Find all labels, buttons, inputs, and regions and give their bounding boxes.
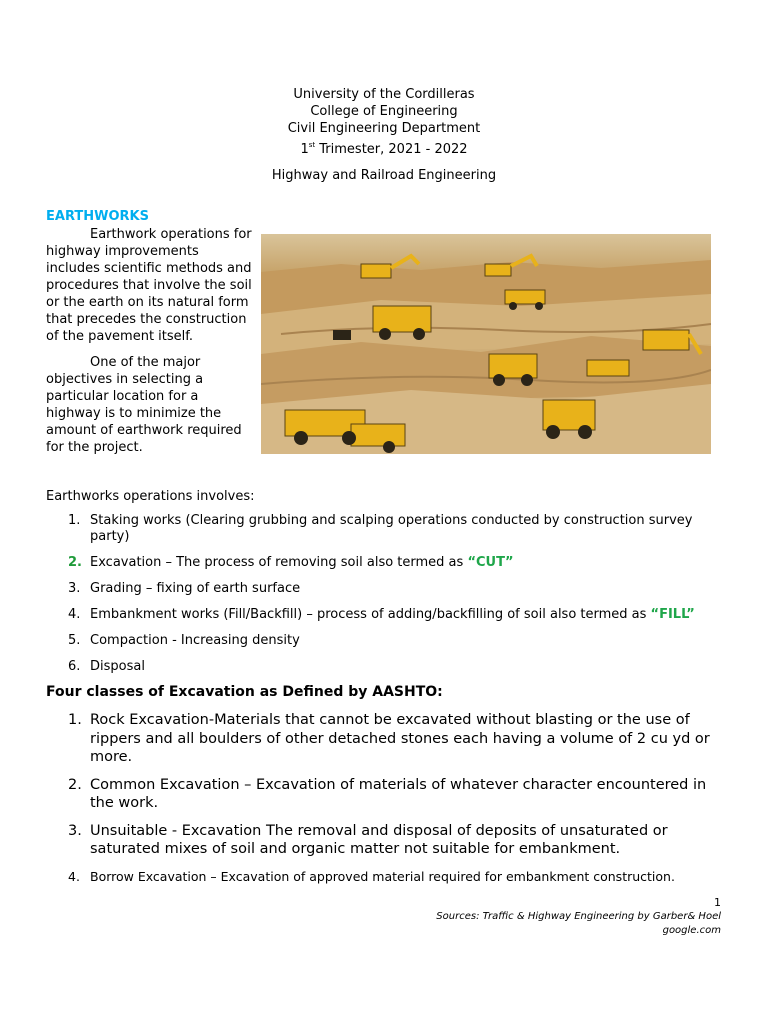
list-text: Common Excavation – Excavation of materials of whatever character encountered in the work. [90, 776, 707, 811]
section-title: EARTHWORKS [46, 209, 149, 224]
sources-line: Sources: Traffic & Highway Engineering by Garber& Hoel [436, 911, 721, 922]
list-item [46, 776, 726, 813]
list-item [46, 659, 726, 675]
document-header [0, 86, 768, 184]
list-text: Grading – fixing of earth surface [90, 581, 301, 596]
intro-paragraph: Earthwork operations for highway improvements includes scientific methods and procedures that involve the soil or the earth on its natural form that precedes the construction of the pavement itself. [46, 227, 252, 344]
list-text: Embankment works (Fill/Backfill) – process of adding/backfilling of soil also termed as [90, 607, 651, 622]
list-item [46, 869, 726, 885]
operations-list [46, 513, 726, 675]
list-text: Borrow Excavation – Excavation of approved material required for embankment construction. [90, 868, 675, 884]
cut-term: “CUT” [467, 555, 514, 570]
list-item [46, 711, 726, 767]
intro-paragraph: One of the major objectives in selecting a particular location for a highway is to minimize the amount of earthwork required for the project. [46, 355, 242, 455]
list-number: 6. [68, 659, 81, 674]
list-number: 2. [68, 776, 82, 793]
list-number: 4. [68, 607, 81, 622]
list-number: 3. [68, 581, 81, 596]
list-number: 1. [68, 513, 81, 528]
aashto-list [46, 711, 726, 885]
list-item [46, 822, 726, 859]
list-text: Disposal [90, 659, 145, 674]
earthworks-photo-illustration [261, 234, 711, 454]
course-title: Highway and Railroad Engineering [271, 168, 497, 183]
term-line: 1st Trimester, 2021 - 2022 [300, 141, 468, 157]
list-text: Rock Excavation-Materials that cannot be excavated without blasting or the use of rippers and all boulders of other detached stones each having a volume of 2 cu yd or more. [90, 712, 710, 765]
list-text: Compaction - Increasing density [90, 633, 300, 648]
list-item [46, 633, 726, 649]
department-name: Civil Engineering Department [287, 121, 481, 136]
earthworks-photo [261, 234, 711, 454]
intro-text [46, 226, 254, 465]
list-text: Unsuitable - Excavation The removal and disposal of deposits of unsaturated or saturated mixes of soil and organic matter not suitable for embankment. [90, 822, 668, 857]
list-text: Excavation – The process of removing soil also termed as [90, 555, 468, 570]
operations-lead: Earthworks operations involves: [46, 489, 255, 504]
college-name: College of Engineering [310, 104, 458, 119]
list-item [46, 581, 726, 597]
sources-link: google.com [662, 925, 721, 936]
list-number: 1. [68, 712, 82, 728]
university-name: University of the Cordilleras [293, 87, 475, 102]
list-number: 5. [68, 633, 81, 648]
list-item [46, 607, 726, 623]
page-number: 1 [714, 896, 721, 909]
list-number: 3. [68, 822, 82, 839]
list-item [46, 555, 726, 571]
fill-term: “FILL” [650, 607, 695, 622]
list-number: 2. [68, 555, 82, 570]
list-text: Staking works (Clearing grubbing and scalping operations conducted by construction survey party) [90, 513, 693, 544]
aashto-heading: Four classes of Excavation as Defined by AASHTO: [46, 684, 443, 700]
list-item [46, 513, 726, 545]
list-number: 4. [68, 868, 80, 884]
sources-footer [436, 910, 721, 938]
